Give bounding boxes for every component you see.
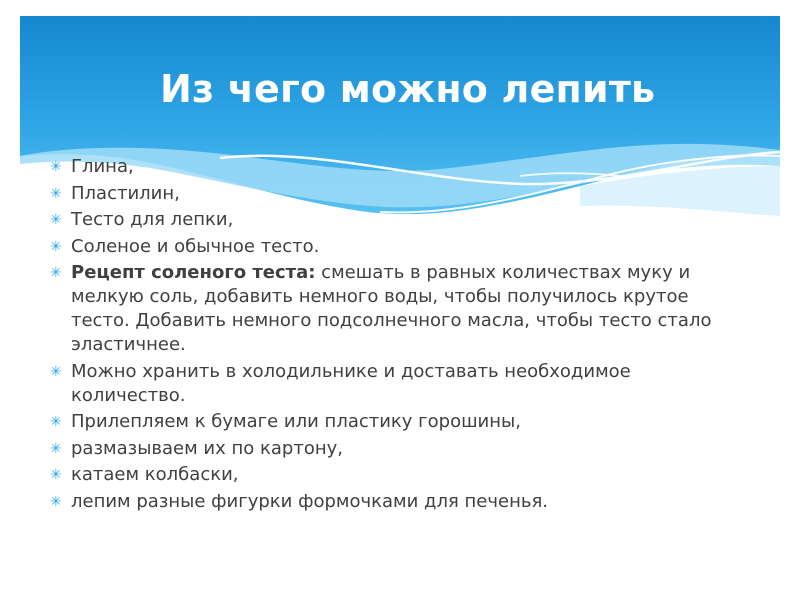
list-item [50, 208, 740, 232]
bullet-list [50, 155, 740, 514]
bullet-text: Прилепляем к бумаге или пластику горошины, [71, 411, 521, 432]
asterisk-bullet-icon: ✳ [50, 363, 62, 380]
asterisk-bullet-icon: ✳ [50, 467, 62, 483]
bullet-text: Тесто для лепки, [71, 209, 234, 230]
asterisk-bullet-icon: ✳ [50, 238, 62, 255]
bullet-text: Можно хранить в холодильнике и доставать необходимое количество. [71, 360, 631, 406]
list-item [50, 410, 740, 434]
asterisk-bullet-icon: ✳ [50, 212, 62, 228]
list-item [50, 155, 740, 179]
asterisk-bullet-icon: ✳ [50, 440, 62, 457]
asterisk-bullet-icon: ✳ [50, 493, 62, 510]
bullet-text: Пластилин, [71, 182, 180, 204]
list-item [50, 360, 740, 408]
bullet-text: лепим разные фигурки формочками для печенья. [71, 490, 548, 512]
bullet-text: Глина, [71, 156, 134, 177]
asterisk-bullet-icon: ✳ [50, 414, 62, 430]
list-item [50, 182, 740, 206]
list-item [50, 261, 740, 357]
asterisk-bullet-icon: ✳ [50, 265, 62, 281]
bullet-text: катаем колбаски, [71, 464, 239, 485]
list-item [50, 235, 740, 259]
recipe-heading: Рецепт соленого теста: [71, 262, 316, 283]
bullet-text: Соленое и обычное тесто. [71, 235, 320, 257]
list-item [50, 437, 740, 461]
bullet-text: размазываем их по картону, [71, 437, 343, 459]
bullet-text: смешать в равных количествах муку и мелкую соль, добавить немного воды, чтобы получилось крутое тесто. Добавить немного подсолнечного масла, чтобы тесто стало эластичнее. [71, 262, 712, 355]
list-item [50, 490, 740, 514]
slide-title: Из чего можно лепить [160, 67, 656, 111]
asterisk-bullet-icon: ✳ [50, 159, 62, 175]
bullet-content [50, 155, 740, 516]
asterisk-bullet-icon: ✳ [50, 185, 62, 202]
list-item [50, 463, 740, 487]
